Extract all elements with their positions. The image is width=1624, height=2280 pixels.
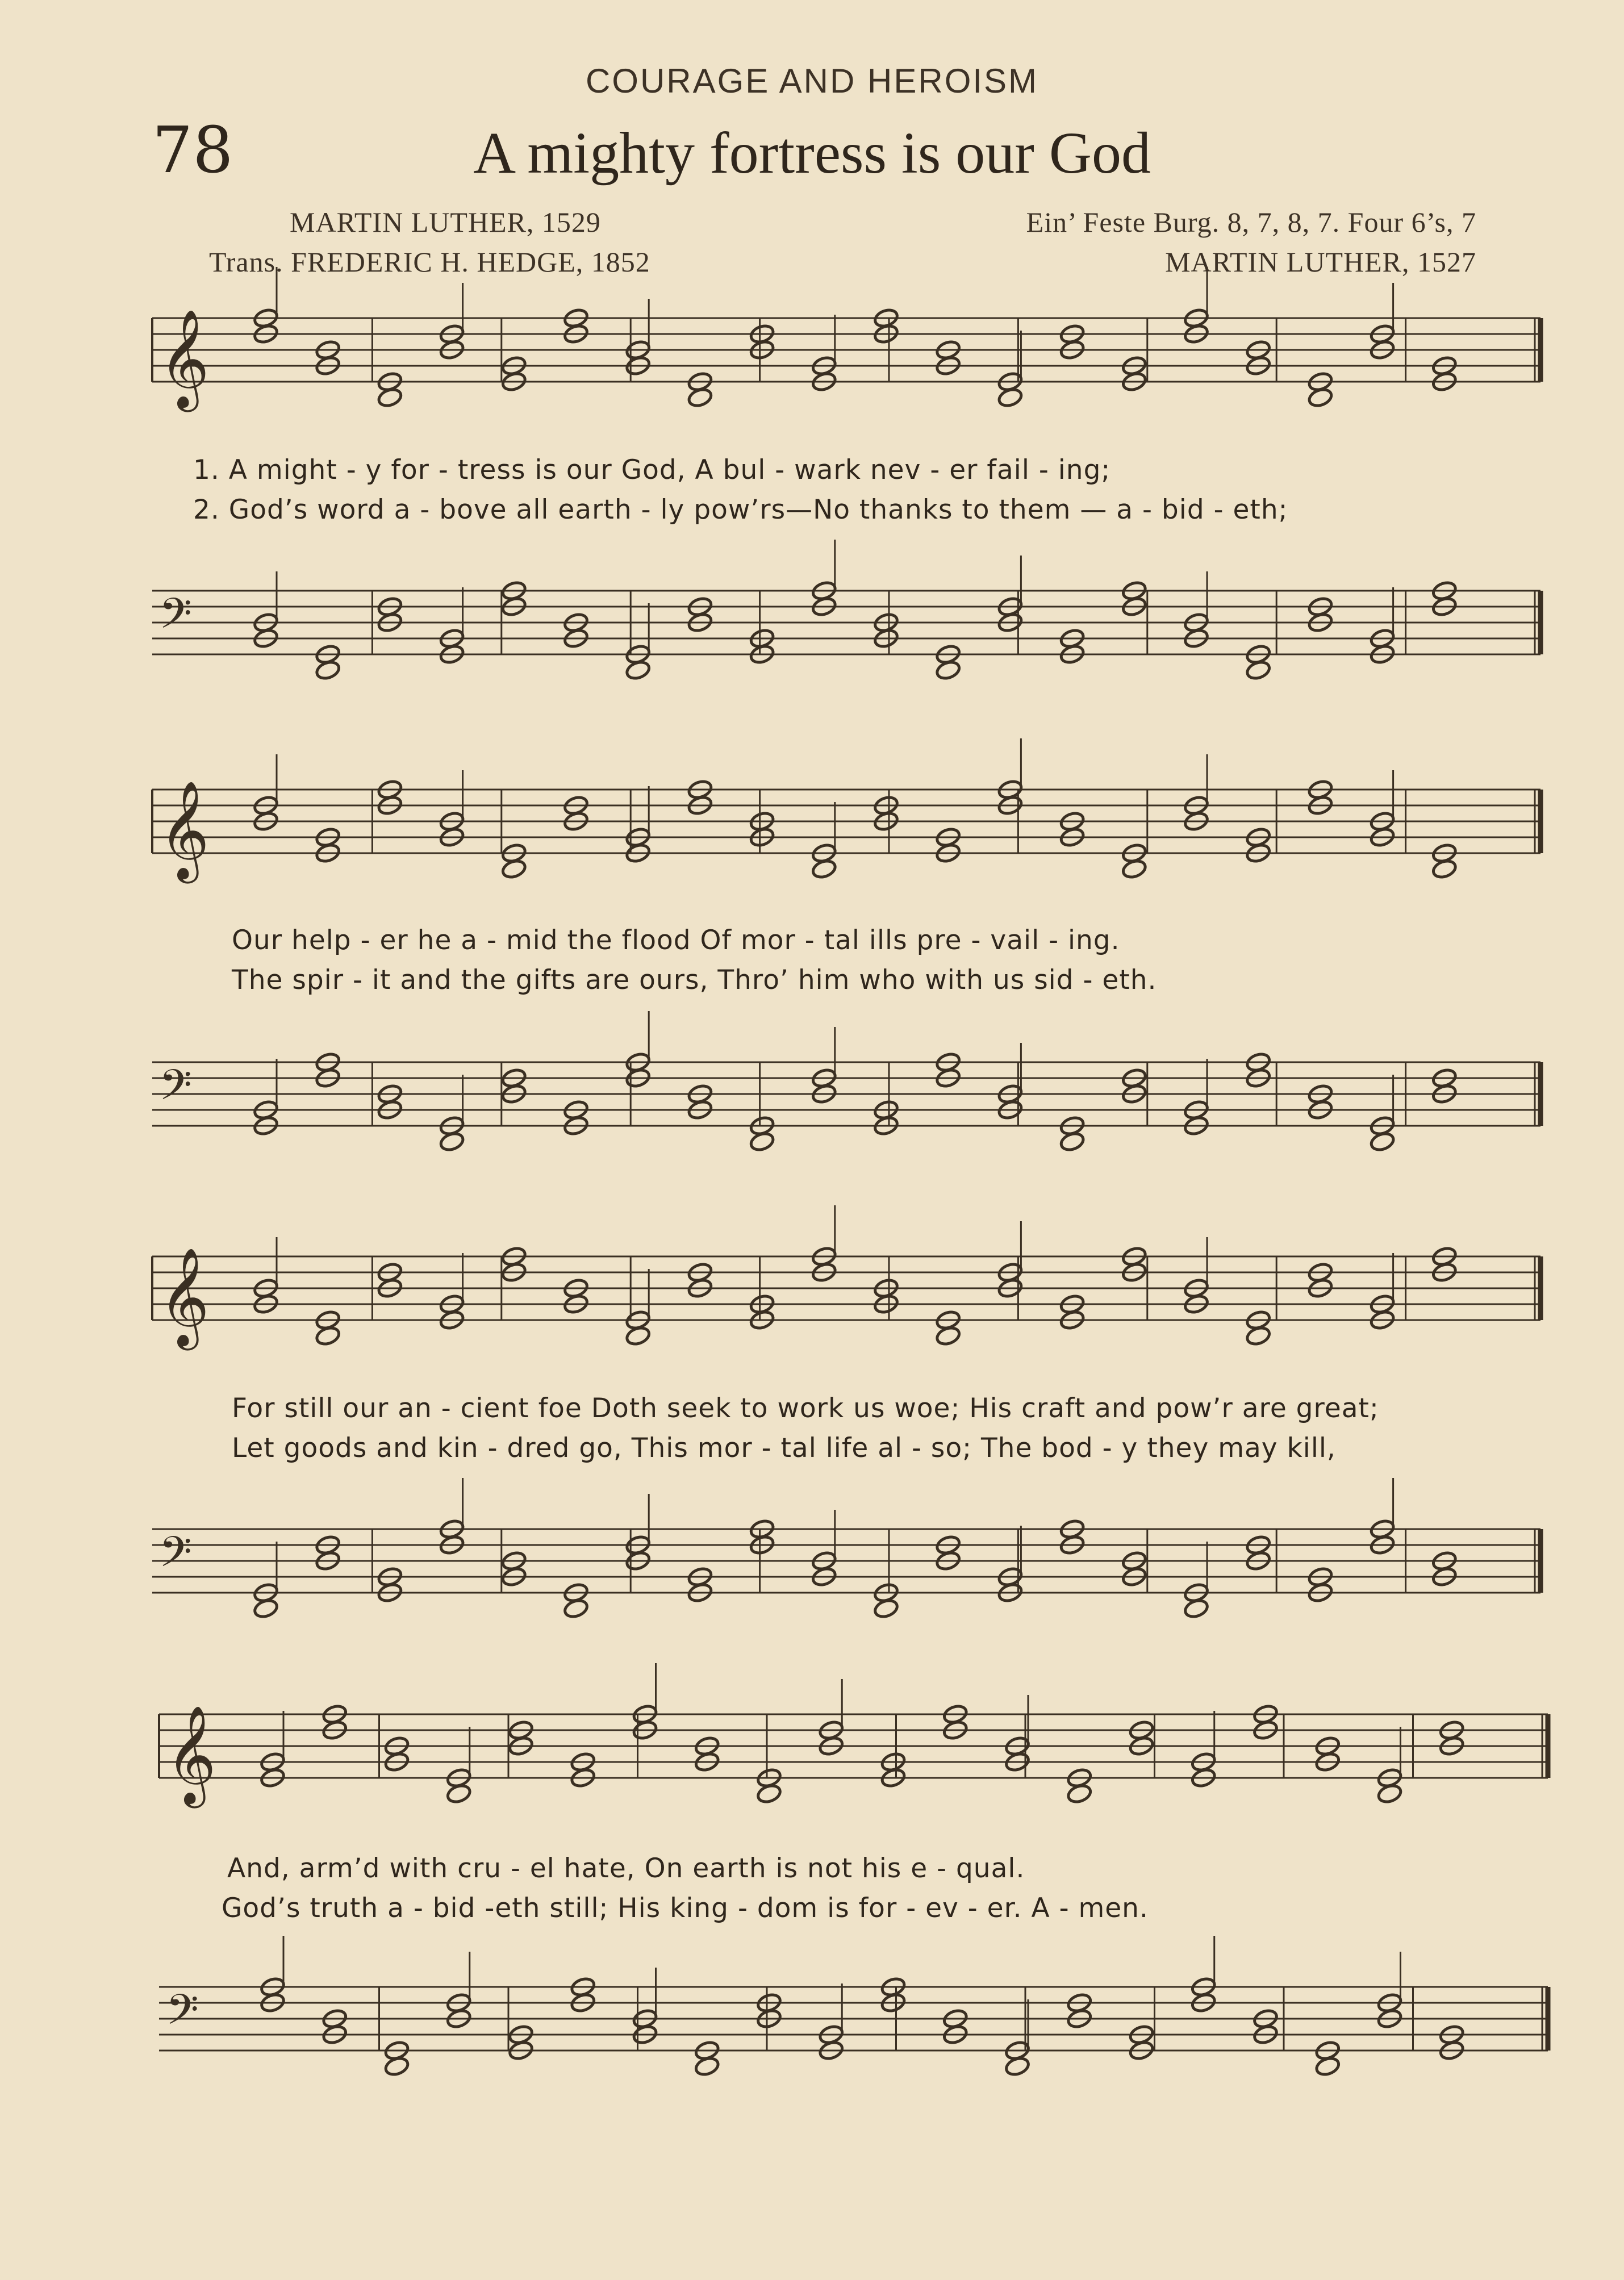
note-head <box>383 2056 410 2077</box>
bass-clef-icon: 𝄢 <box>166 1985 199 2045</box>
note-head <box>501 858 527 880</box>
note-head <box>1314 2056 1341 2077</box>
note-head <box>935 659 961 681</box>
note-head <box>997 387 1023 408</box>
lyric-line-2-verse-1: Our help - er he a - mid the flood Of mor - tal ills pre - vail - ing. <box>232 925 1120 956</box>
hymn-number: 78 <box>152 114 233 187</box>
lyric-line-2-verse-2: The spir - it and the gifts are ours, Thro’ him who with us sid - eth. <box>232 964 1157 996</box>
note-head <box>377 387 403 408</box>
note-head <box>1245 1325 1271 1347</box>
bass-clef-icon: 𝄢 <box>159 1527 192 1587</box>
note-head <box>749 1131 775 1152</box>
note-head <box>1245 659 1271 681</box>
composer-credit: MARTIN LUTHER, 1527 <box>1165 246 1476 278</box>
note-head <box>315 659 341 681</box>
note-head <box>1376 1783 1402 1805</box>
note-head <box>873 1598 899 1619</box>
treble-clef-icon: 𝄞 <box>159 309 210 408</box>
note-head <box>446 1783 472 1805</box>
note-head <box>1059 1131 1085 1152</box>
note-head <box>253 1598 279 1619</box>
treble-clef-icon: 𝄞 <box>166 1705 216 1804</box>
lyric-line-1-verse-2: 2. God’s word a - bove all earth - ly pow’rs—No thanks to them — a - bid - eth; <box>193 494 1288 525</box>
note-head <box>935 1325 961 1347</box>
lyric-line-3-verse-1: For still our an - cient foe Doth seek to work us woe; His craft and pow’r are great; <box>232 1393 1379 1424</box>
tune-credit: Ein’ Feste Burg. 8, 7, 8, 7. Four 6’s, 7 <box>1026 206 1476 238</box>
section-title: COURAGE AND HEROISM <box>585 62 1039 100</box>
note-head <box>811 858 837 880</box>
bass-clef-icon: 𝄢 <box>159 589 192 649</box>
note-head <box>439 1131 465 1152</box>
note-head <box>1431 858 1458 880</box>
note-head <box>756 1783 782 1805</box>
lyric-line-1-verse-1: 1. A might - y for - tress is our God, A bul - wark nev - er fail - ing; <box>193 454 1111 486</box>
treble-clef-icon: 𝄞 <box>159 1247 210 1346</box>
treble-clef-icon: 𝄞 <box>159 780 210 879</box>
note-head <box>1066 1783 1092 1805</box>
note-head <box>625 659 651 681</box>
bass-clef-icon: 𝄢 <box>159 1060 192 1120</box>
note-head <box>625 1325 651 1347</box>
note-head <box>1121 858 1147 880</box>
note-head <box>1307 387 1333 408</box>
note-head <box>1004 2056 1030 2077</box>
author-credit: MARTIN LUTHER, 1529 <box>290 206 601 238</box>
lyric-line-4-verse-2: God’s truth a - bid -eth still; His king - dom is for - ev - er. A - men. <box>222 1893 1149 1924</box>
note-head <box>1183 1598 1209 1619</box>
note-head <box>1369 1131 1395 1152</box>
translator-credit: Trans. FREDERIC H. HEDGE, 1852 <box>209 246 650 278</box>
lyric-line-3-verse-2: Let goods and kin - dred go, This mor - tal life al - so; The bod - y they may kill, <box>232 1433 1336 1464</box>
hymn-title: A mighty fortress is our God <box>473 120 1151 186</box>
note-head <box>563 1598 589 1619</box>
lyric-line-4-verse-1: And, arm’d with cru - el hate, On earth is not his e - qual. <box>227 1853 1025 1884</box>
note-head <box>315 1325 341 1347</box>
note-head <box>694 2056 720 2077</box>
note-head <box>687 387 713 408</box>
